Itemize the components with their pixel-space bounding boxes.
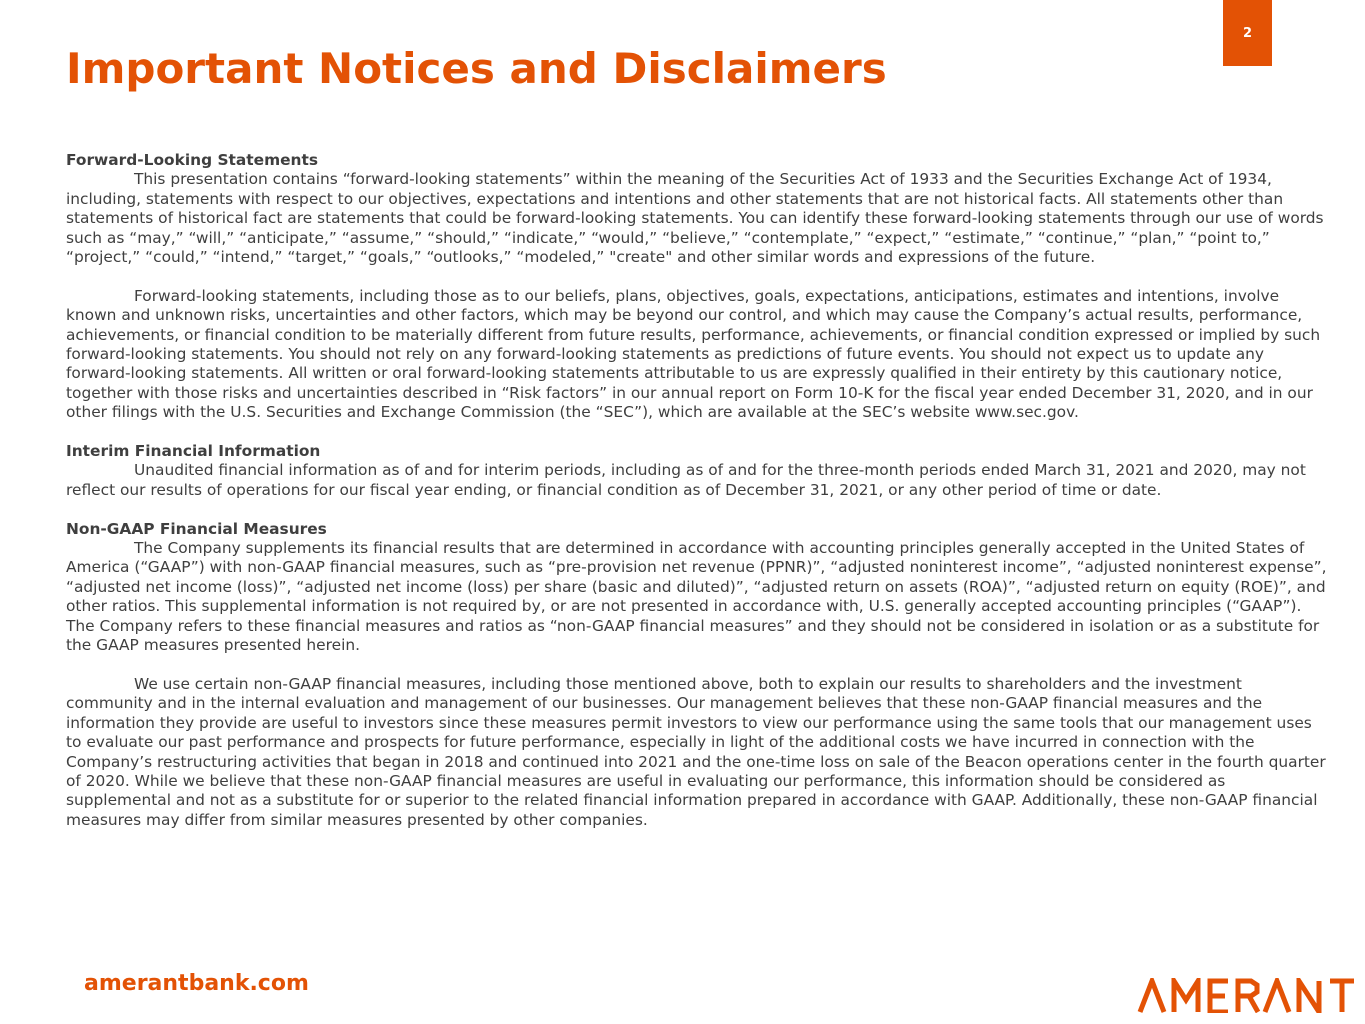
section-heading-forward-looking: Forward-Looking Statements bbox=[66, 151, 319, 169]
paragraph-spacer bbox=[66, 423, 1328, 442]
paragraph-non-gaap-1: The Company supplements its financial results that are determined in accordance with accounting principles generally accepted in the United States of America (“GAAP”) with non-GAAP financial measures, such as “pre-provision net revenue (PPNR)”, “adjusted noninterest income”, “adjusted noninterest expense”, “adjusted net income (loss)”, “adjusted net income (loss) per share (basic and diluted)”, “adjusted return on assets (ROA)”, “adjusted return on equity (ROE)”, and other ratios. This supplemental information is not required by, or are not presented in accordance with, U.S. generally accepted accounting principles (“GAAP”). The Company refers to these financial measures and ratios as “non-GAAP financial measures” and they should not be considered in isolation or as a substitute for the GAAP measures presented herein. bbox=[66, 539, 1327, 655]
disclaimer-body bbox=[66, 151, 1328, 830]
section-heading-interim: Interim Financial Information bbox=[66, 442, 321, 461]
website-link[interactable]: amerantbank.com bbox=[84, 971, 309, 996]
paragraph-forward-looking-2: Forward-looking statements, including those as to our beliefs, plans, objectives, goals, expectations, anticipations, estimates and intentions, involve known and unknown risks, uncertainties and other factors, which may be beyond our control, and which may cause the Company’s actual results, performance, achievements, or financial condition to be materially different from future results, performance, achievements, or financial condition expressed or implied by such forward-looking statements. You should not rely on any forward-looking statements as predictions of future events. You should not expect us to update any forward-looking statements. All written or oral forward-looking statements attributable to us are expressly qualified in their entirety by this cautionary notice, together with those risks and uncertainties described in “Risk factors” in our annual report on Form 10-K for the fiscal year ended December 31, 2020, and in our other filings with the U.S. Securities and Exchange Commission (the “SEC”), which are available at the SEC’s website www.sec.gov. bbox=[66, 286, 1321, 422]
paragraph-interim-1: Unaudited financial information as of and for interim periods, including as of and for the three-month periods ended March 31, 2021 and 2020, may not reflect our results of operations for our fiscal year ending, or financial condition as of December 31, 2021, or any other period of time or date. bbox=[66, 461, 1306, 499]
paragraph-spacer bbox=[66, 500, 1328, 519]
amerant-logo bbox=[1137, 978, 1357, 1013]
paragraph-spacer bbox=[66, 656, 1328, 675]
page-title: Important Notices and Disclaimers bbox=[66, 44, 887, 93]
paragraph-spacer bbox=[66, 267, 1328, 286]
section-heading-non-gaap: Non-GAAP Financial Measures bbox=[66, 519, 327, 538]
paragraph-non-gaap-2: We use certain non-GAAP financial measures, including those mentioned above, both to explain our results to shareholders and the investment community and in the internal evaluation and management of our businesses. Our management believes that these non-GAAP financial measures and the information they provide are useful to investors since these measures permit investors to view our performance using the same tools that our management uses to evaluate our past performance and prospects for future performance, especially in light of the additional costs we have incurred in connection with the Company’s restructuring activities that began in 2018 and continued into 2021 and the one-time loss on sale of the Beacon operations center in the fourth quarter of 2020. While we believe that these non-GAAP financial measures are useful in evaluating our performance, this information should be considered as supplemental and not as a substitute for or superior to the related financial information prepared in accordance with GAAP. Additionally, these non-GAAP financial measures may differ from similar measures presented by other companies. bbox=[66, 674, 1326, 829]
paragraph-forward-looking-1: This presentation contains “forward-looking statements” within the meaning of the Securities Act of 1933 and the Securities Exchange Act of 1934, including, statements with respect to our objectives, expectations and intentions and other statements that are not historical facts. All statements other than statements of historical fact are statements that could be forward-looking statements. You can identify these forward-looking statements through our use of words such as “may,” “will,” “anticipate,” “assume,” “should,” “indicate,” “would,” “believe,” “contemplate,” “expect,” “estimate,” “continue,” “plan,” “point to,” “project,” “could,” “intend,” “target,” “goals,” “outlooks,” “modeled,” "create" and other similar words and expressions of the future. bbox=[66, 170, 1324, 267]
page-number-badge: 2 bbox=[1223, 0, 1272, 66]
